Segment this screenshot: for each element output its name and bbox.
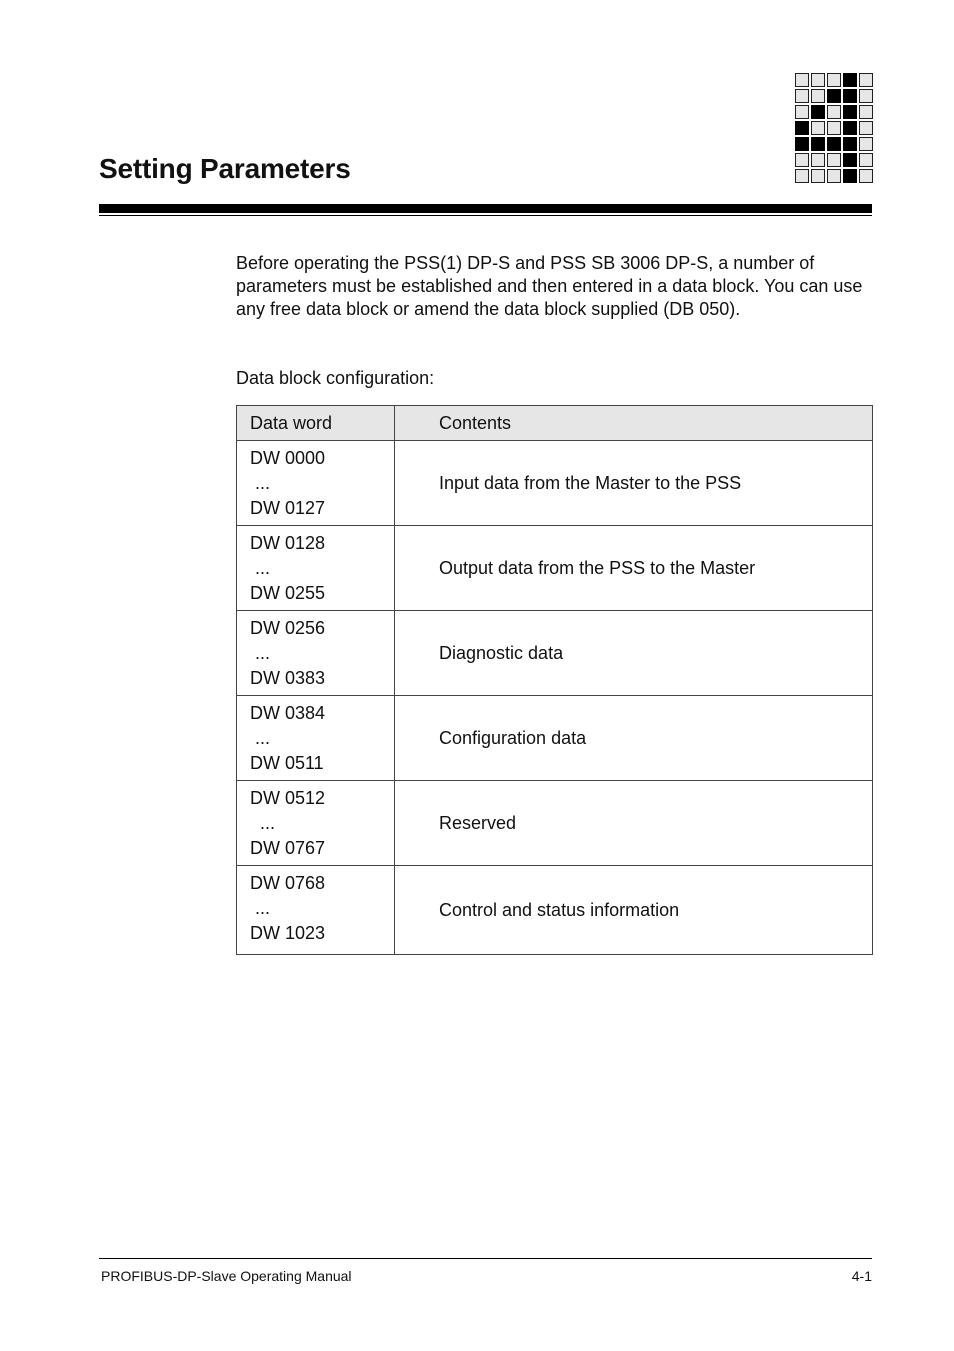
page-title: Setting Parameters xyxy=(99,153,351,184)
data-word-dots: ... xyxy=(250,898,271,918)
table-header-row xyxy=(237,406,873,441)
logo-cell xyxy=(811,137,825,151)
contents-cell: Input data from the Master to the PSS xyxy=(395,441,873,526)
logo-cell xyxy=(827,153,841,167)
logo-cell xyxy=(795,153,809,167)
intro-paragraph: Before operating the PSS(1) DP-S and PSS SB 3006 DP-S, a number of parameters must be established and then entered in a data block. You can use any free data block or amend the data block supplied (DB 050). xyxy=(236,253,863,319)
data-word-to: DW 0383 xyxy=(250,668,326,688)
header-contents: Contents xyxy=(395,406,873,441)
logo-cell xyxy=(859,89,873,103)
footer-rule xyxy=(99,1258,872,1259)
logo-cell xyxy=(827,121,841,135)
contents-cell: Diagnostic data xyxy=(395,611,873,696)
data-word-from: DW 0384 xyxy=(250,703,326,723)
logo-cell xyxy=(843,73,857,87)
logo-cell xyxy=(827,137,841,151)
data-word-from: DW 0256 xyxy=(250,618,326,638)
data-word-from: DW 0768 xyxy=(250,873,326,893)
logo-cell xyxy=(795,121,809,135)
table-row xyxy=(237,696,873,781)
logo-cell xyxy=(811,153,825,167)
footer-page-number: 4-1 xyxy=(851,1268,872,1284)
header-rule-thick xyxy=(99,204,872,213)
logo-cell xyxy=(859,169,873,183)
logo-cell xyxy=(827,73,841,87)
logo-cell xyxy=(827,89,841,103)
logo-cell xyxy=(811,169,825,183)
company-logo-grid xyxy=(795,73,873,183)
data-word-range xyxy=(237,526,395,611)
table-row xyxy=(237,441,873,526)
logo-cell xyxy=(843,89,857,103)
table-caption: Data block configuration: xyxy=(236,368,435,388)
data-block-table xyxy=(236,405,873,955)
logo-cell xyxy=(843,137,857,151)
logo-cell xyxy=(827,169,841,183)
logo-cell xyxy=(811,105,825,119)
logo-cell xyxy=(795,169,809,183)
data-word-from: DW 0000 xyxy=(250,448,326,468)
data-word-to: DW 0127 xyxy=(250,498,326,518)
data-word-dots: ... xyxy=(250,558,271,578)
table-row xyxy=(237,526,873,611)
data-word-range xyxy=(237,696,395,781)
logo-cell xyxy=(795,105,809,119)
data-word-range xyxy=(237,441,395,526)
data-word-dots: ... xyxy=(250,813,276,833)
logo-cell xyxy=(795,137,809,151)
logo-cell xyxy=(811,89,825,103)
logo-cell xyxy=(859,121,873,135)
table-row xyxy=(237,611,873,696)
logo-cell xyxy=(795,73,809,87)
data-word-dots: ... xyxy=(250,728,271,748)
logo-cell xyxy=(795,89,809,103)
logo-cell xyxy=(827,105,841,119)
data-word-from: DW 0512 xyxy=(250,788,326,808)
table-row xyxy=(237,866,873,955)
data-word-to: DW 0255 xyxy=(250,583,326,603)
logo-cell xyxy=(843,153,857,167)
footer-manual-title: PROFIBUS-DP-Slave Operating Manual xyxy=(101,1268,352,1284)
logo-cell xyxy=(859,137,873,151)
data-word-to: DW 0767 xyxy=(250,838,326,858)
data-word-dots: ... xyxy=(250,643,271,663)
data-word-dots: ... xyxy=(250,473,271,493)
data-word-to: DW 1023 xyxy=(250,923,326,943)
header-rule-thin xyxy=(99,215,872,216)
data-word-from: DW 0128 xyxy=(250,533,326,553)
contents-cell: Output data from the PSS to the Master xyxy=(395,526,873,611)
table-row xyxy=(237,781,873,866)
logo-cell xyxy=(843,105,857,119)
logo-cell xyxy=(859,73,873,87)
logo-cell xyxy=(811,121,825,135)
data-word-range xyxy=(237,611,395,696)
data-word-to: DW 0511 xyxy=(250,753,324,773)
logo-cell xyxy=(859,153,873,167)
data-word-range xyxy=(237,781,395,866)
logo-cell xyxy=(843,121,857,135)
contents-cell: Control and status information xyxy=(395,866,873,955)
contents-cell: Configuration data xyxy=(395,696,873,781)
logo-cell xyxy=(811,73,825,87)
logo-cell xyxy=(859,105,873,119)
data-word-range xyxy=(237,866,395,955)
contents-cell: Reserved xyxy=(395,781,873,866)
logo-cell xyxy=(843,169,857,183)
header-data-word: Data word xyxy=(237,406,395,441)
